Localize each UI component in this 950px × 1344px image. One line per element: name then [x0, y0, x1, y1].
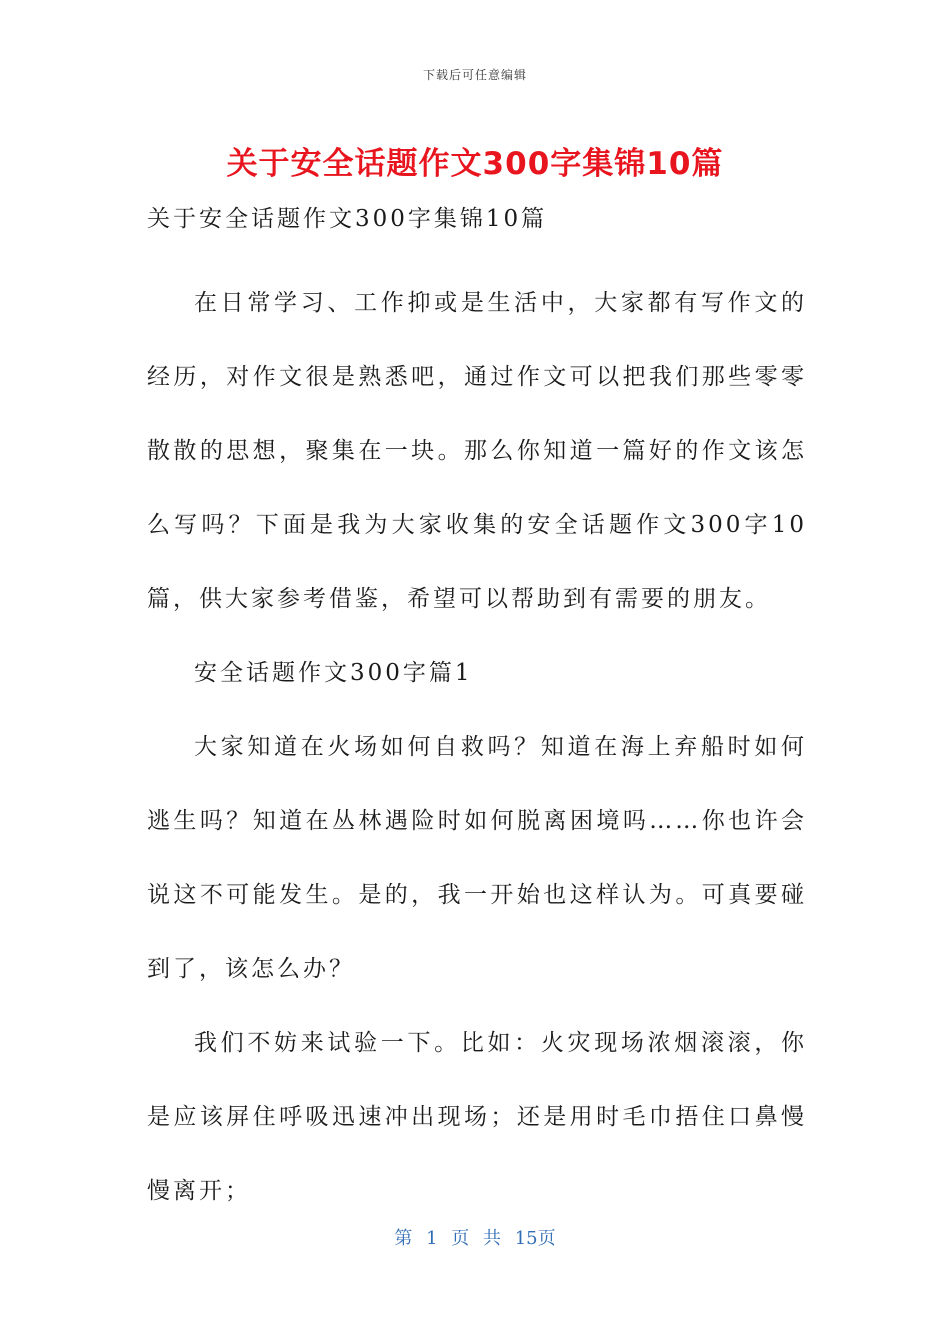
intro-paragraph: 在日常学习、工作抑或是生活中，大家都有写作文的经历，对作文很是熟悉吧，通过作文可以把我们那些零零散散的思想，聚集在一块。那么你知道一篇好的作文该怎么写吗？下面是我为大家收集的安全话题作文300字10篇，供大家参考借鉴，希望可以帮助到有需要的朋友。	[147, 290, 807, 612]
page-indicator: 第 1 页 共 15页	[394, 1228, 556, 1249]
document-body	[147, 196, 807, 1228]
body-paragraph-1: 大家知道在火场如何自救吗？知道在海上弃船时如何逃生吗？知道在丛林遇险时如何脱离困境吗……你也许会说这不可能发生。是的，我一开始也这样认为。可真要碰到了，该怎么办？	[147, 734, 807, 982]
document-title: 关于安全话题作文300字集锦10篇	[226, 146, 724, 182]
section-heading: 安全话题作文300字篇1	[194, 660, 473, 686]
subtitle-line: 关于安全话题作文300字集锦10篇	[147, 206, 548, 232]
header-note: 下载后可任意编辑	[422, 68, 527, 82]
body-paragraph-2: 我们不妨来试验一下。比如：火灾现场浓烟滚滚，你是应该屏住呼吸迅速冲出现场；还是用时毛巾捂住口鼻慢慢离开；	[147, 1030, 807, 1204]
